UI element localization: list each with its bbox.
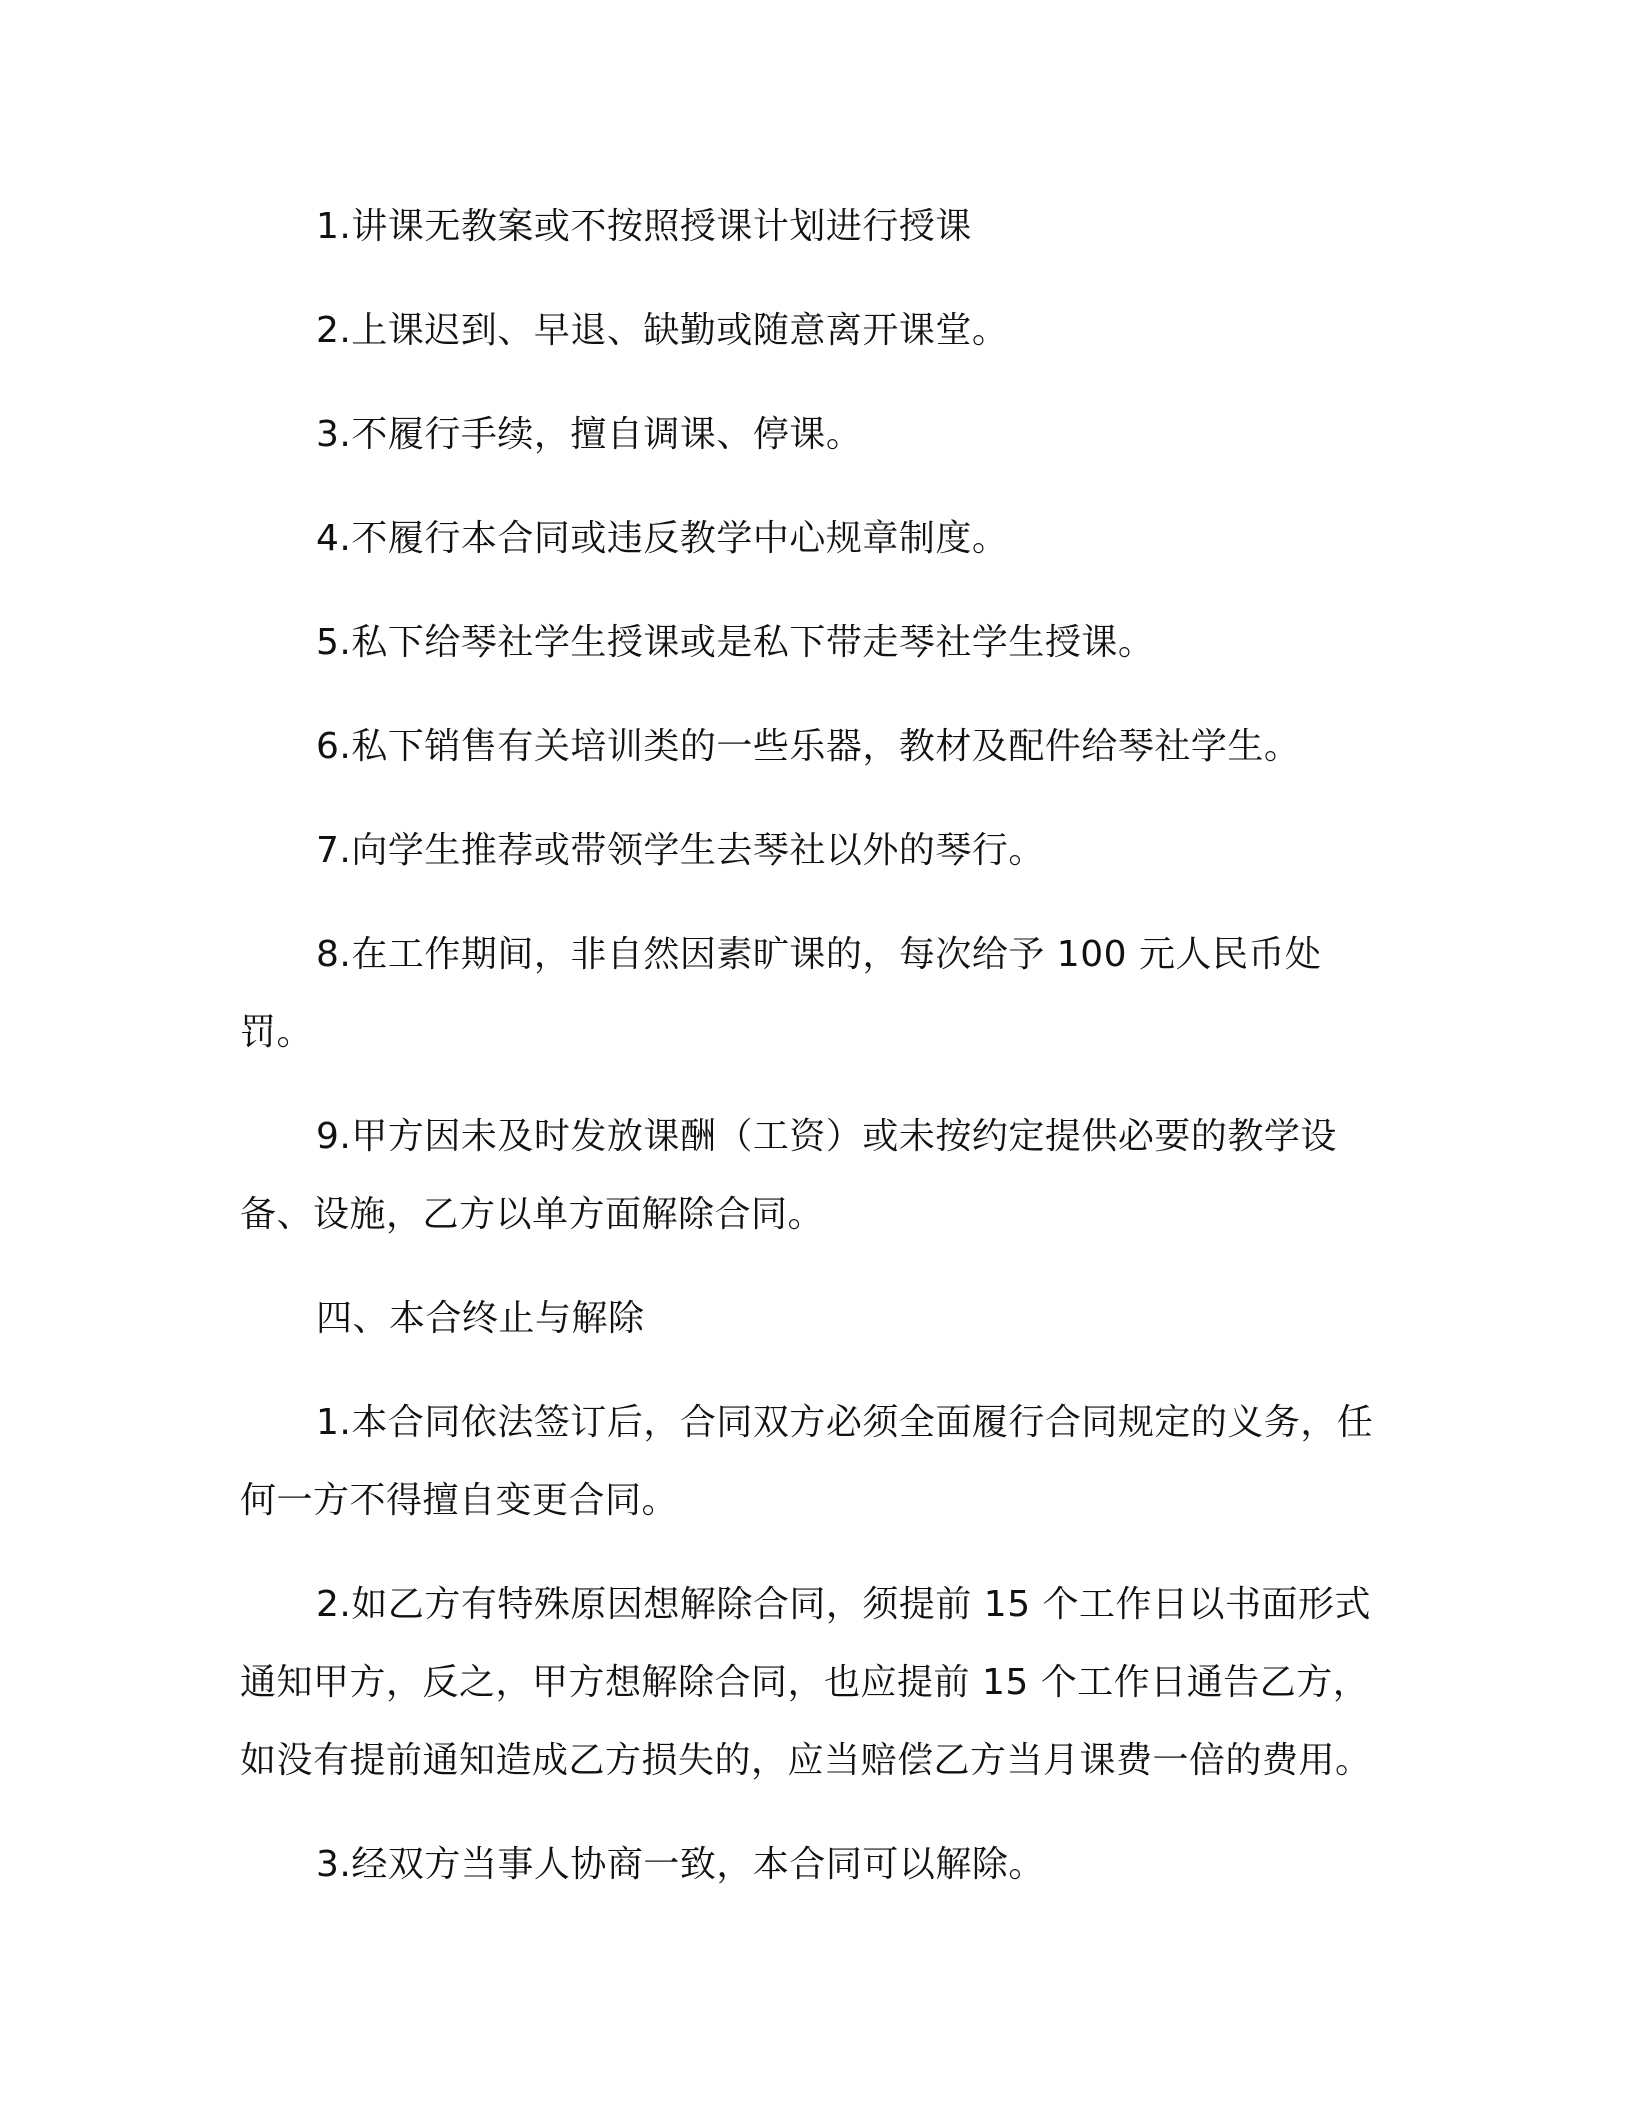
paragraph-11: 2.如乙方有特殊原因想解除合同，须提前 15 个工作日以书面形式通知甲方，反之，甲方想解除合同，也应提前 15 个工作日通告乙方，如没有提前通知造成乙方损失的，应当赔偿乙方当月课费一倍的费用。	[240, 1584, 1372, 1781]
paragraph-2: 2.上课迟到、早退、缺勤或随意离开课堂。	[316, 310, 1009, 351]
document-page	[240, 188, 1390, 1904]
paragraph-7: 7.向学生推荐或带领学生去琴社以外的琴行。	[316, 830, 1045, 871]
paragraph-1: 1.讲课无教案或不按照授课计划进行授课	[316, 206, 972, 247]
paragraph-9: 9.甲方因未及时发放课酬（工资）或未按约定提供必要的教学设备、设施，乙方以单方面解除合同。	[240, 1116, 1337, 1235]
paragraph-3: 3.不履行手续，擅自调课、停课。	[316, 414, 863, 455]
paragraph-6: 6.私下销售有关培训类的一些乐器，教材及配件给琴社学生。	[316, 726, 1301, 767]
paragraph-10: 1.本合同依法签订后，合同双方必须全面履行合同规定的义务，任何一方不得擅自变更合同。	[240, 1402, 1374, 1521]
paragraph-5: 5.私下给琴社学生授课或是私下带走琴社学生授课。	[316, 622, 1155, 663]
paragraph-8: 8.在工作期间，非自然因素旷课的，每次给予 100 元人民币处罚。	[240, 934, 1322, 1053]
section-heading-termination: 四、本合终止与解除	[316, 1298, 645, 1339]
paragraph-12: 3.经双方当事人协商一致，本合同可以解除。	[316, 1844, 1045, 1885]
paragraph-4: 4.不履行本合同或违反教学中心规章制度。	[316, 518, 1009, 559]
